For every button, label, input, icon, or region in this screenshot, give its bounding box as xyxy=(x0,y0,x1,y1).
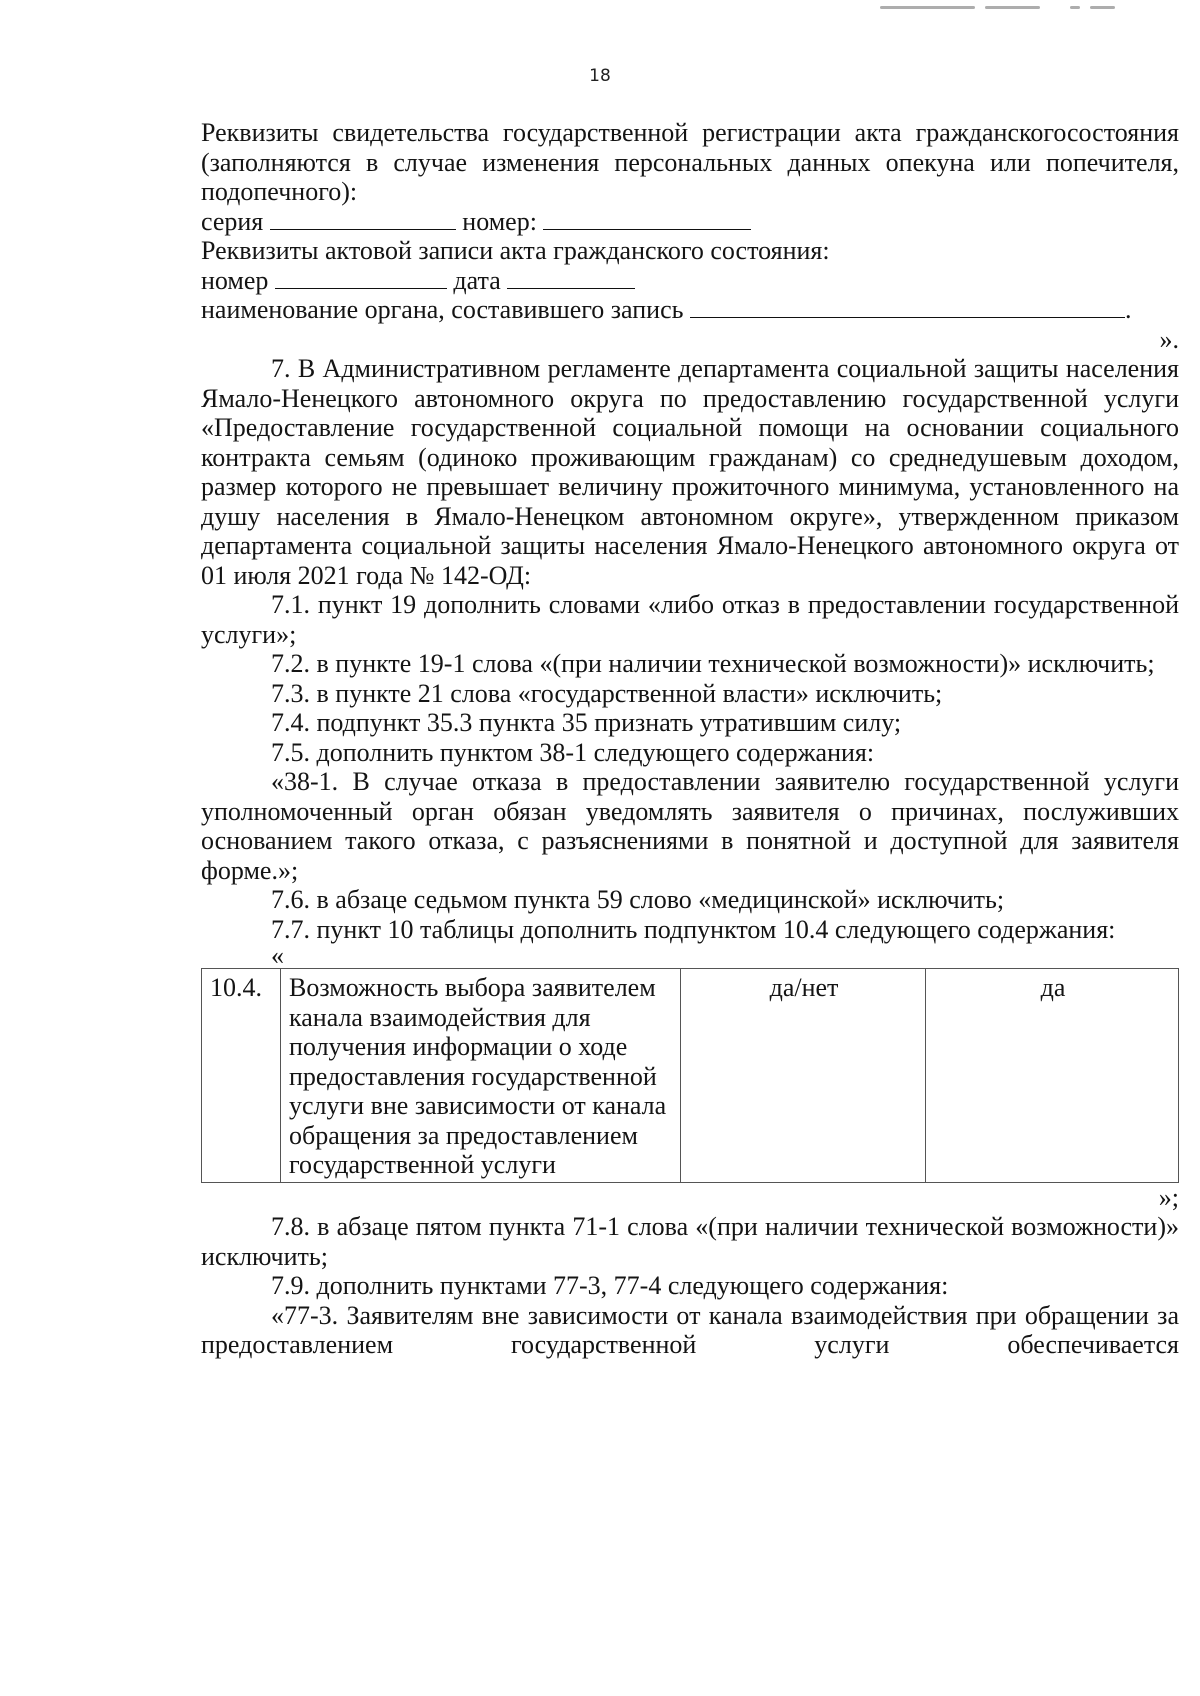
series-label: серия xyxy=(201,206,264,236)
table-open-quote: « xyxy=(271,941,284,970)
paragraph-7-6: 7.6. в абзаце седьмом пункта 59 слово «медицинской» исключить; xyxy=(271,885,1005,914)
amendment-table xyxy=(201,968,1179,1183)
paragraph-7-9: 7.9. дополнить пунктами 77-3, 77-4 следующего содержания: xyxy=(271,1271,949,1300)
paragraph-38-1-quote: «38-1. В случае отказа в предоставлении заявителю государственной услуги уполномоченный орган обязан уведомлять заявителя о причинах, послуживших основанием такого отказа, с разъяснениями в понятной и доступной для заявителя форме.»; xyxy=(201,767,1179,885)
paragraph-7-1: 7.1. пункт 19 дополнить словами «либо отказ в предоставлении государственной услуги»; xyxy=(201,590,1179,649)
organ-label: наименование органа, составившего запись xyxy=(201,295,684,324)
paragraph-7-3: 7.3. в пункте 21 слова «государственной власти» исключить; xyxy=(271,678,943,708)
paragraph-7-7: 7.7. пункт 10 таблицы дополнить подпунктом 10.4 следующего содержания: xyxy=(271,914,1116,944)
row-value-cell: да xyxy=(926,969,1179,1183)
paragraph-7-8: 7.8. в абзаце пятом пункта 71-1 слова «(при наличии технической возможности)» исключить; xyxy=(201,1212,1179,1271)
organ-line xyxy=(201,295,1179,325)
row-number-cell: 10.4. xyxy=(202,969,281,1183)
closing-quote: ». xyxy=(1159,324,1179,354)
row-description-cell: Возможность выбора заявителем канала взаимодействия для получения информации о ходе предоставления государственной услуги вне зависимости от канала обращения за предоставлением государственной услуги xyxy=(281,969,681,1183)
act-record-number-date-line xyxy=(201,266,1179,296)
page-number: 18 xyxy=(589,66,611,86)
table-close-quote: »; xyxy=(1158,1182,1179,1212)
organ-end: . xyxy=(1124,295,1132,324)
act-record-number-blank xyxy=(275,267,447,289)
number-blank xyxy=(543,208,751,230)
paragraph-7: 7. В Административном регламенте департамента социальной защиты населения Ямало-Ненецкого автономного округа по предоставлению государственной услуги «Предоставление государственной социальной помощи на основании социального контракта семьям (одиноко проживающим гражданам) со среднедушевым доходом, размер которого не превышает величину прожиточного минимума, установленного на душу населения в Ямало-Ненецком автономном округе», утвержденном приказом департамента социальной защиты населения Ямало-Ненецкого автономного округа от 01 июля 2021 года № 142-ОД: xyxy=(201,354,1179,590)
document-body xyxy=(201,118,1179,1360)
paragraph-77-3-quote: «77-3. Заявителям вне зависимости от канала взаимодействия при обращении за предоставлением государственной услуги обеспечивается xyxy=(201,1300,1179,1359)
act-record-date-blank xyxy=(507,267,635,289)
act-record-date-label: дата xyxy=(453,265,501,295)
series-number-line xyxy=(201,207,1179,237)
certificate-requisites-paragraph: Реквизиты свидетельства государственной регистрации акта гражданскогосостояния (заполняются в случае изменения персональных данных опекуна или попечителя, подопечного): xyxy=(201,118,1179,206)
paragraph-7-4: 7.4. подпункт 35.3 пункта 35 признать утратившим силу; xyxy=(271,708,902,737)
act-record-title: Реквизиты актовой записи акта гражданского состояния: xyxy=(201,236,830,265)
number-label: номер: xyxy=(462,206,537,236)
scan-artifact xyxy=(880,6,1120,14)
organ-blank xyxy=(690,296,1125,318)
row-unit-cell: да/нет xyxy=(681,969,926,1183)
paragraph-7-5: 7.5. дополнить пунктом 38-1 следующего содержания: xyxy=(271,737,875,767)
paragraph-7-2: 7.2. в пункте 19-1 слова «(при наличии технической возможности)» исключить; xyxy=(271,649,1155,678)
table-row xyxy=(202,969,1179,1183)
series-blank xyxy=(270,208,456,230)
act-record-number-label: номер xyxy=(201,265,269,295)
